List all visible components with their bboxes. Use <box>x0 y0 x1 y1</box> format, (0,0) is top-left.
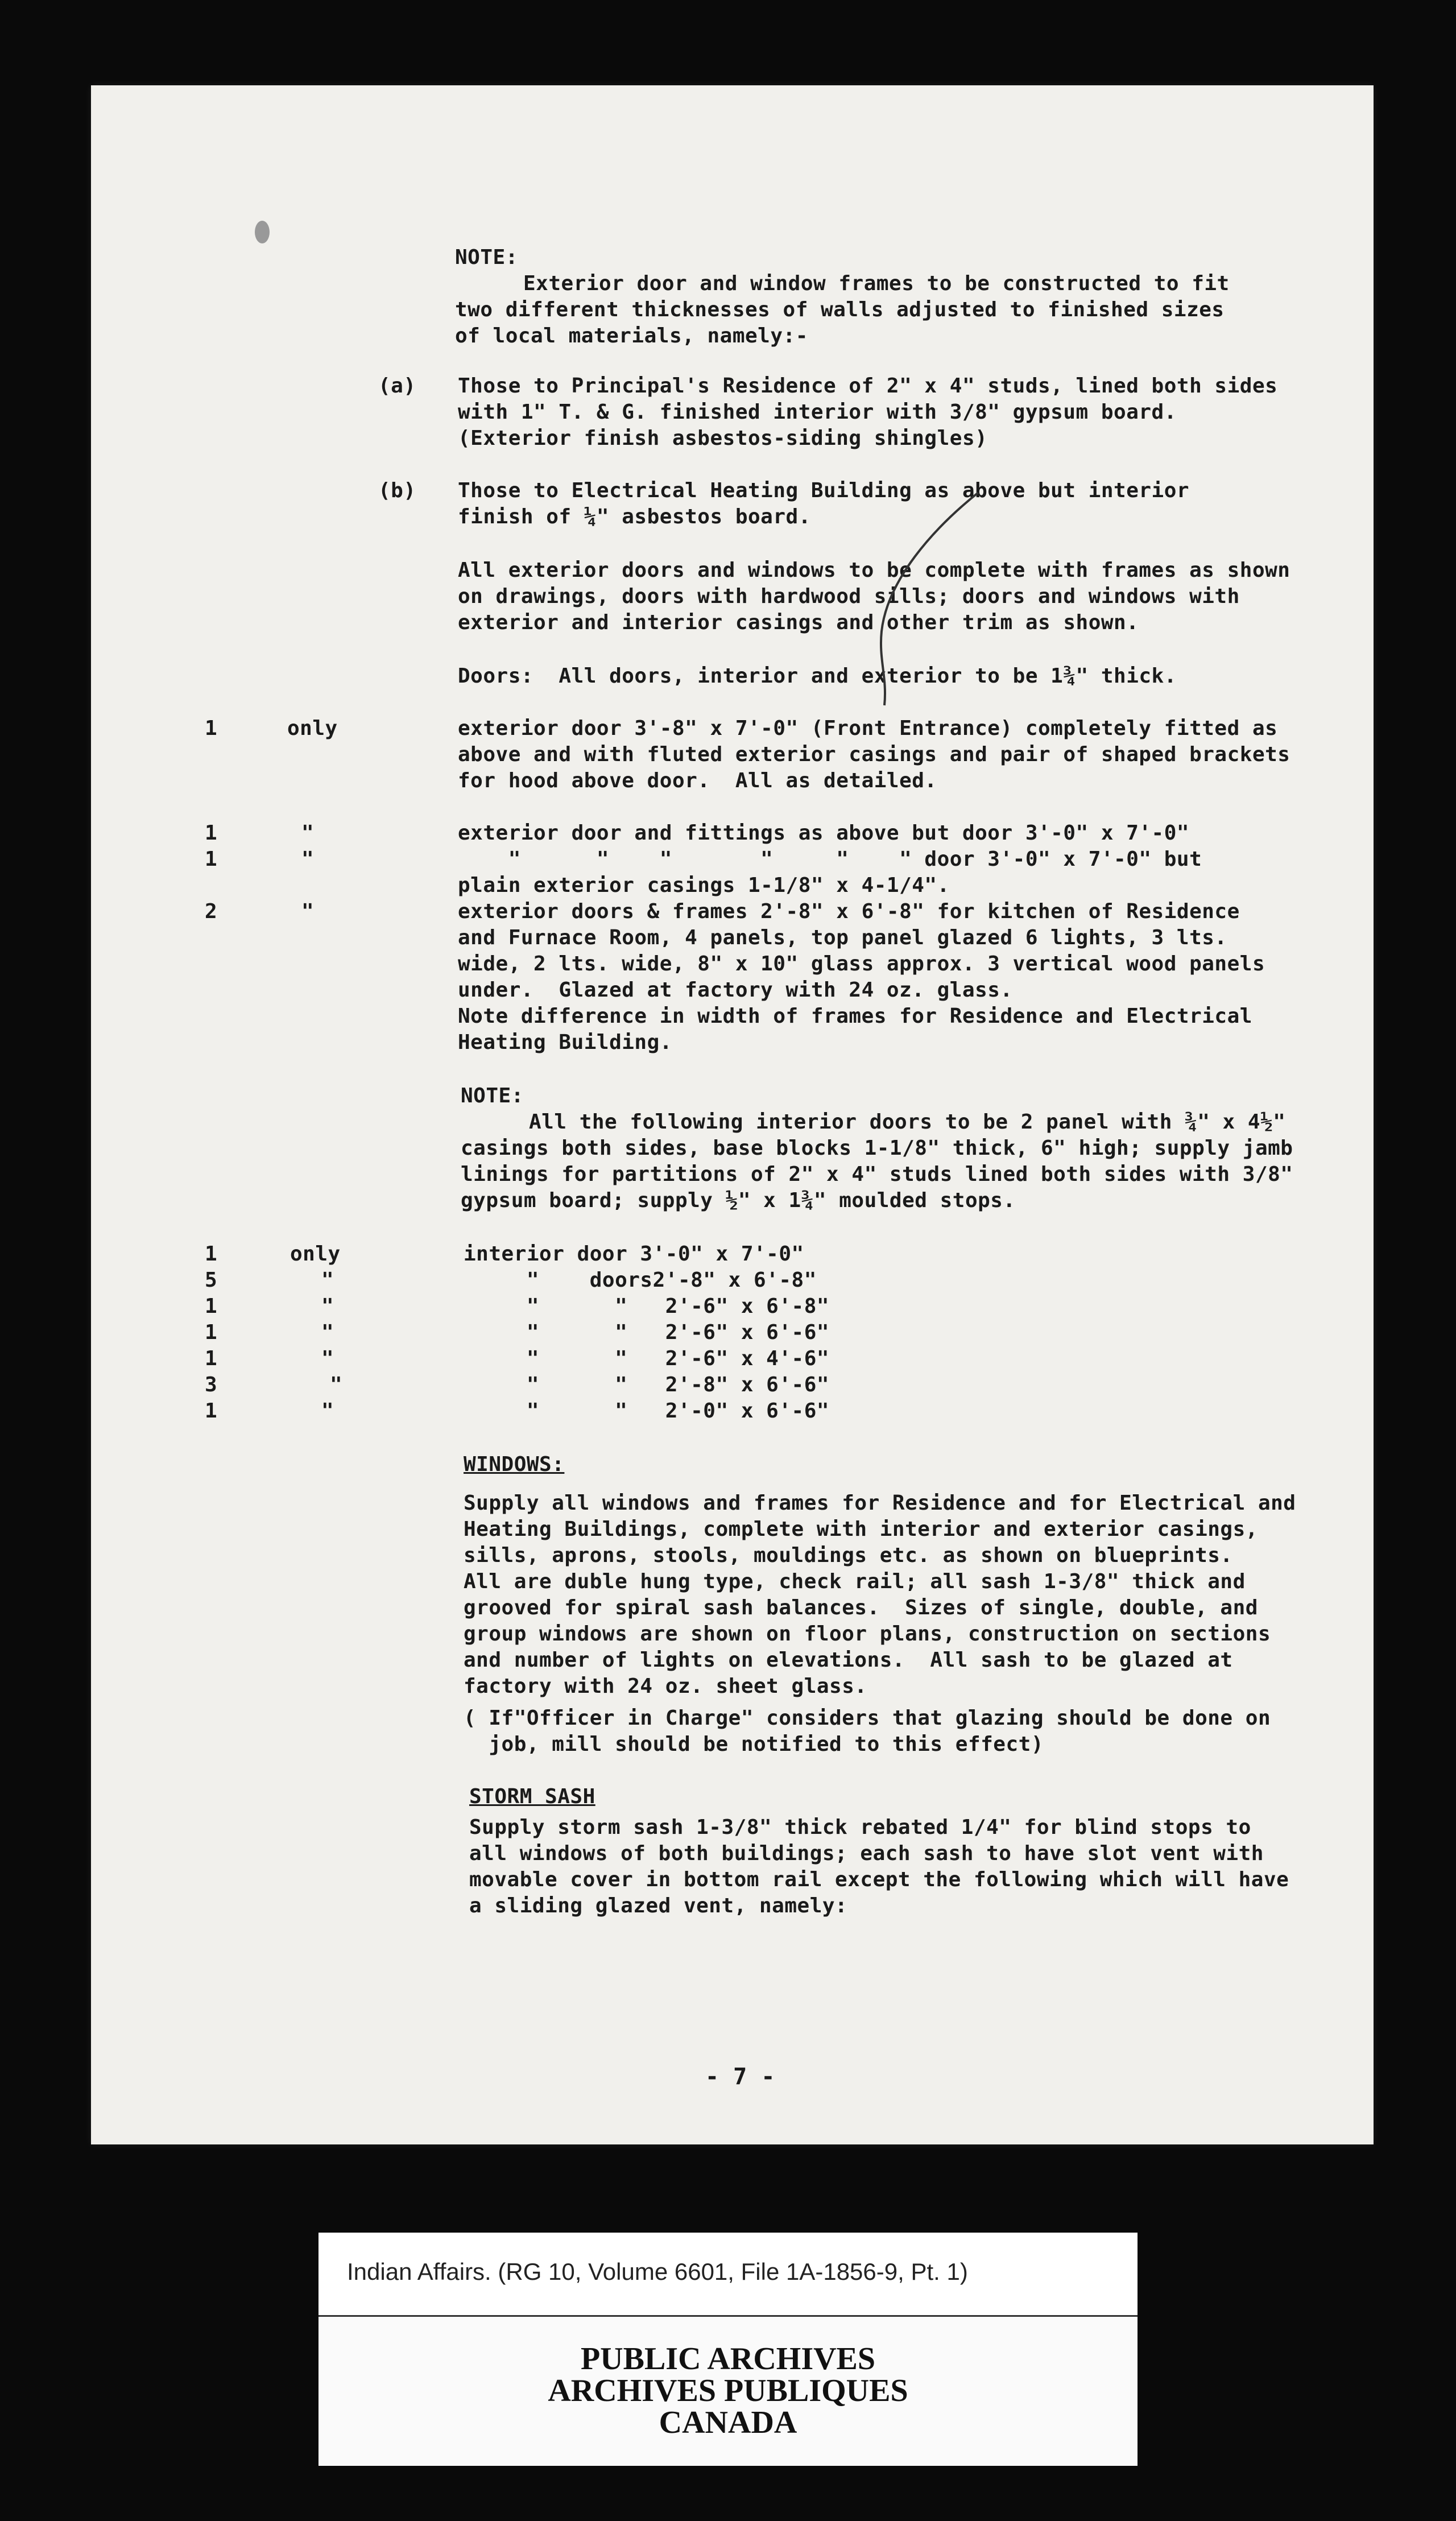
storm-sash-line: a sliding glazed vent, namely: <box>469 1894 848 1917</box>
ext3-line: exterior doors & frames 2'-8" x 6'-8" for kitchen of Residence <box>458 900 1240 923</box>
storm-sash-line: all windows of both buildings; each sash to have slot vent with <box>469 1842 1264 1865</box>
storm-sash-line: movable cover in bottom rail except the following which will have <box>469 1868 1289 1891</box>
ext2-line: exterior door and fittings as above but door 3'-0" x 7'-0" <box>458 821 1190 845</box>
stamp-line-2: ARCHIVES PUBLIQUES <box>548 2373 908 2408</box>
item-b-line: Those to Electrical Heating Building as above but interior <box>458 479 1190 502</box>
qty: 1 <box>205 848 218 871</box>
ext3-line: Heating Building. <box>458 1031 672 1054</box>
ext3-line: and Furnace Room, 4 panels, top panel glazed 6 lights, 3 lts. <box>458 926 1227 949</box>
ext2-line: plain exterior casings 1-1/8" x 4-1/4". <box>458 874 950 897</box>
ditto: " <box>301 900 315 923</box>
windows-line: grooved for spiral sash balances. Sizes of single, double, and <box>464 1596 1258 1619</box>
interior-door-line: " " 2'-6" x 6'-8" <box>464 1295 830 1318</box>
archive-reference: Indian Affairs. (RG 10, Volume 6601, File 1A-1856-9, Pt. 1) <box>347 2258 968 2285</box>
unit: only <box>290 1242 341 1266</box>
interior-door-line: " doors2'-8" x 6'-8" <box>464 1268 817 1292</box>
archive-stamp <box>318 2233 1138 2466</box>
note-heading: NOTE: <box>455 246 518 269</box>
note2-line: gypsum board; supply ½" x 1¾" moulded stops. <box>461 1189 1016 1212</box>
item-a-line: with 1" T. & G. finished interior with 3/8" gypsum board. <box>458 400 1177 424</box>
unit: " <box>321 1295 334 1318</box>
unit: " <box>321 1268 334 1292</box>
qty: 1 <box>205 717 218 740</box>
unit: " <box>321 1399 334 1423</box>
windows-line: Heating Buildings, complete with interior and exterior casings, <box>464 1518 1258 1541</box>
windows-note-line: job, mill should be notified to this effect) <box>464 1733 1044 1756</box>
page-number: - 7 - <box>705 2064 775 2090</box>
item-label-b: (b) <box>378 479 416 502</box>
storm-sash-line: Supply storm sash 1-3/8" thick rebated 1/4" for blind stops to <box>469 1816 1251 1839</box>
item-b-line: finish of ¼" asbestos board. <box>458 505 811 528</box>
archive-stamp-box <box>318 2315 1138 2465</box>
ext3-line: under. Glazed at factory with 24 oz. glass. <box>458 978 1013 1002</box>
ditto: " <box>301 848 315 871</box>
qty: 3 <box>205 1373 218 1396</box>
qty: 2 <box>205 900 218 923</box>
windows-line: Supply all windows and frames for Residence and for Electrical and <box>464 1491 1296 1515</box>
qty: 1 <box>205 1321 218 1344</box>
windows-heading: WINDOWS: <box>464 1453 565 1476</box>
stamp-line-1: PUBLIC ARCHIVES <box>580 2341 876 2377</box>
note2-line: casings both sides, base blocks 1-1/8" thick, 6" high; supply jamb <box>461 1136 1293 1160</box>
qty: 1 <box>205 1295 218 1318</box>
ext1-line: for hood above door. All as detailed. <box>458 769 937 792</box>
windows-line: factory with 24 oz. sheet glass. <box>464 1675 867 1698</box>
ditto: " <box>301 821 315 845</box>
qty: 1 <box>205 1242 218 1266</box>
note2-line: All the following interior doors to be 2 panel with ¾" x 4½" <box>529 1110 1286 1134</box>
ext3-line: wide, 2 lts. wide, 8" x 10" glass approx. 3 vertical wood panels <box>458 952 1265 976</box>
windows-line: and number of lights on elevations. All sash to be glazed at <box>464 1648 1233 1672</box>
unit: " <box>321 1321 334 1344</box>
unit: " <box>330 1373 343 1396</box>
doors-line: Doors: All doors, interior and exterior to be 1¾" thick. <box>458 664 1177 688</box>
ext2-line: " " " " " " door 3'-0" x 7'-0" but <box>458 848 1202 871</box>
ext1-line: exterior door 3'-8" x 7'-0" (Front Entrance) completely fitted as <box>458 717 1278 740</box>
windows-line: group windows are shown on floor plans, construction on sections <box>464 1622 1271 1646</box>
qty: 1 <box>205 821 218 845</box>
hole-punch-mark <box>255 221 270 243</box>
unit: " <box>321 1347 334 1370</box>
note2-line: linings for partitions of 2" x 4" studs lined both sides with 3/8" <box>461 1163 1293 1186</box>
storm-sash-heading: STORM SASH <box>469 1785 595 1808</box>
note-line: two different thicknesses of walls adjusted to finished sizes <box>455 298 1225 321</box>
qty: 1 <box>205 1399 218 1423</box>
windows-line: sills, aprons, stools, mouldings etc. as shown on blueprints. <box>464 1544 1233 1567</box>
windows-line: All are duble hung type, check rail; all sash 1-3/8" thick and <box>464 1570 1246 1593</box>
para-line: on drawings, doors with hardwood sills; doors and windows with <box>458 585 1240 608</box>
item-a-line: (Exterior finish asbestos-siding shingles) <box>458 427 988 450</box>
qty: 5 <box>205 1268 218 1292</box>
ext3-line: Note difference in width of frames for Residence and Electrical <box>458 1005 1252 1028</box>
note-line: Exterior door and window frames to be constructed to fit <box>523 272 1230 295</box>
note-line: of local materials, namely:- <box>455 324 808 348</box>
interior-door-line: " " 2'-8" x 6'-6" <box>464 1373 830 1396</box>
interior-door-line: " " 2'-0" x 6'-6" <box>464 1399 830 1423</box>
interior-door-line: interior door 3'-0" x 7'-0" <box>464 1242 804 1266</box>
unit: only <box>287 717 338 740</box>
ext1-line: above and with fluted exterior casings and pair of shaped brackets <box>458 743 1290 766</box>
qty: 1 <box>205 1347 218 1370</box>
document-page <box>91 85 1374 2144</box>
interior-door-line: " " 2'-6" x 6'-6" <box>464 1321 830 1344</box>
para-line: All exterior doors and windows to be complete with frames as shown <box>458 559 1290 582</box>
stamp-line-3: CANADA <box>659 2405 797 2440</box>
item-label-a: (a) <box>378 374 416 398</box>
para-line: exterior and interior casings and other trim as shown. <box>458 611 1139 634</box>
interior-door-line: " " 2'-6" x 4'-6" <box>464 1347 830 1370</box>
item-a-line: Those to Principal's Residence of 2" x 4" studs, lined both sides <box>458 374 1278 398</box>
windows-note-line: ( If"Officer in Charge" considers that glazing should be done on <box>464 1706 1271 1730</box>
note-heading: NOTE: <box>461 1084 524 1107</box>
